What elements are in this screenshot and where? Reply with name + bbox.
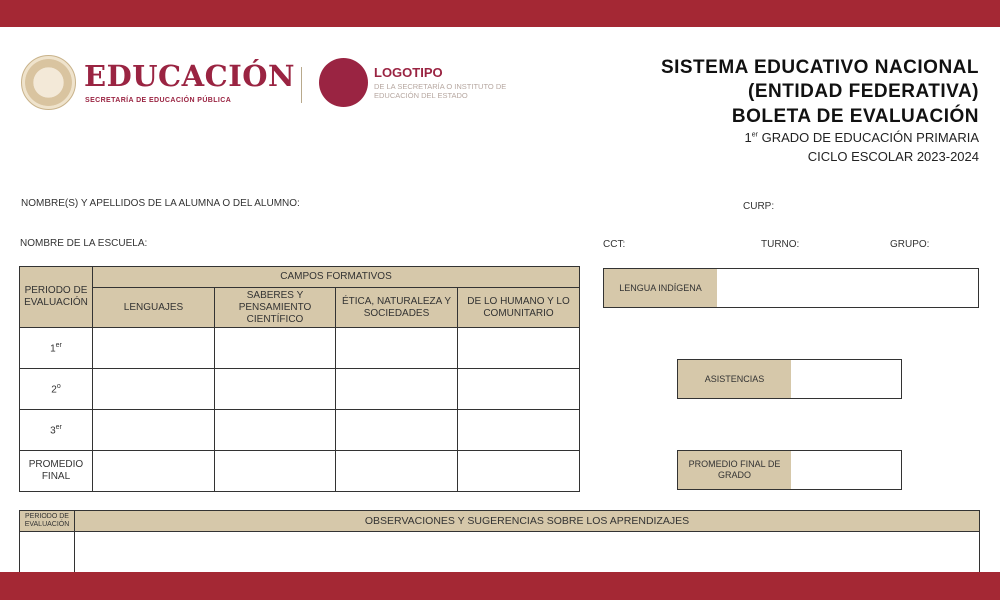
grade-cell[interactable] xyxy=(215,328,336,369)
grade-cell[interactable] xyxy=(93,369,215,410)
observations-title: OBSERVACIONES Y SUGERENCIAS SOBRE LOS APRENDIZAJES xyxy=(75,511,980,532)
period-header: PERIODO DE EVALUACIÓN xyxy=(20,267,93,328)
education-subtitle: SECRETARÍA DE EDUCACIÓN PÚBLICA xyxy=(85,97,232,104)
cct-label: CCT: xyxy=(603,239,626,250)
grade-cell[interactable] xyxy=(93,328,215,369)
column-header: SABERES Y PENSAMIENTO CIENTÍFICO xyxy=(215,288,336,328)
grade-cell[interactable] xyxy=(336,328,458,369)
final-grade-average-label: PROMEDIO FINAL DE GRADO xyxy=(678,451,791,489)
grade-cell[interactable] xyxy=(93,410,215,451)
report-card-title: BOLETA DE EVALUACIÓN xyxy=(731,106,979,127)
turno-label: TURNO: xyxy=(761,239,800,250)
column-header: ÉTICA, NATURALEZA Y SOCIEDADES xyxy=(336,288,458,328)
bottom-color-band xyxy=(0,572,1000,600)
grade-cell[interactable] xyxy=(215,410,336,451)
grades-table xyxy=(19,266,580,492)
formative-fields-header: CAMPOS FORMATIVOS xyxy=(93,267,580,288)
grade-cell[interactable] xyxy=(215,451,336,492)
observation-period-cell[interactable] xyxy=(20,532,75,577)
grade-cell[interactable] xyxy=(215,369,336,410)
school-name-label: NOMBRE DE LA ESCUELA: xyxy=(20,238,148,249)
observations-table xyxy=(19,510,980,577)
period-label: 3er xyxy=(20,410,93,451)
curp-label: CURP: xyxy=(743,201,775,212)
grade-cell[interactable] xyxy=(336,451,458,492)
logo-subtitle: DE LA SECRETARÍA O INSTITUTO DE EDUCACIÓN DEL ESTADO xyxy=(374,82,507,100)
grade-cell[interactable] xyxy=(458,328,580,369)
table-row xyxy=(20,369,580,410)
table-row xyxy=(20,410,580,451)
observations-period-header: PERIODO DE EVALUACIÓN xyxy=(20,511,75,532)
education-title: EDUCACIÓN xyxy=(84,59,296,93)
mexican-national-seal-icon xyxy=(21,55,76,110)
state-title: (ENTIDAD FEDERATIVA) xyxy=(748,81,979,102)
grade-cell[interactable] xyxy=(458,369,580,410)
final-grade-average-box[interactable] xyxy=(677,450,902,490)
indigenous-language-label: LENGUA INDÍGENA xyxy=(604,269,717,307)
grupo-label: GRUPO: xyxy=(890,239,930,250)
top-color-band xyxy=(0,0,1000,27)
period-label: 2$^o$ xyxy=(20,369,93,410)
logo-divider xyxy=(301,67,302,103)
student-name-label: NOMBRE(S) Y APELLIDOS DE LA ALUMNA O DEL ALUMNO: xyxy=(21,198,300,209)
grade-cell[interactable] xyxy=(458,410,580,451)
attendance-label: ASISTENCIAS xyxy=(678,360,791,398)
grade-cell[interactable] xyxy=(336,369,458,410)
grade-cell[interactable] xyxy=(93,451,215,492)
final-average-label: PROMEDIO FINAL xyxy=(20,451,93,492)
system-title: SISTEMA EDUCATIVO NACIONAL xyxy=(660,57,979,78)
logo-title: LOGOTIPO xyxy=(374,65,443,80)
table-row xyxy=(20,328,580,369)
column-header: LENGUAJES xyxy=(93,288,215,328)
column-header: DE LO HUMANO Y LO COMUNITARIO xyxy=(458,288,580,328)
attendance-box[interactable] xyxy=(677,359,902,399)
period-label: 1er xyxy=(20,328,93,369)
indigenous-language-box[interactable] xyxy=(603,268,979,308)
grade-cell[interactable] xyxy=(336,410,458,451)
state-logo-placeholder xyxy=(319,58,368,107)
school-cycle: CICLO ESCOLAR 2023-2024 xyxy=(807,149,979,164)
grade-cell[interactable] xyxy=(458,451,580,492)
observation-text-cell[interactable] xyxy=(75,532,980,577)
table-row xyxy=(20,451,580,492)
grade-line: 1er GRADO DE EDUCACIÓN PRIMARIA xyxy=(744,130,979,145)
